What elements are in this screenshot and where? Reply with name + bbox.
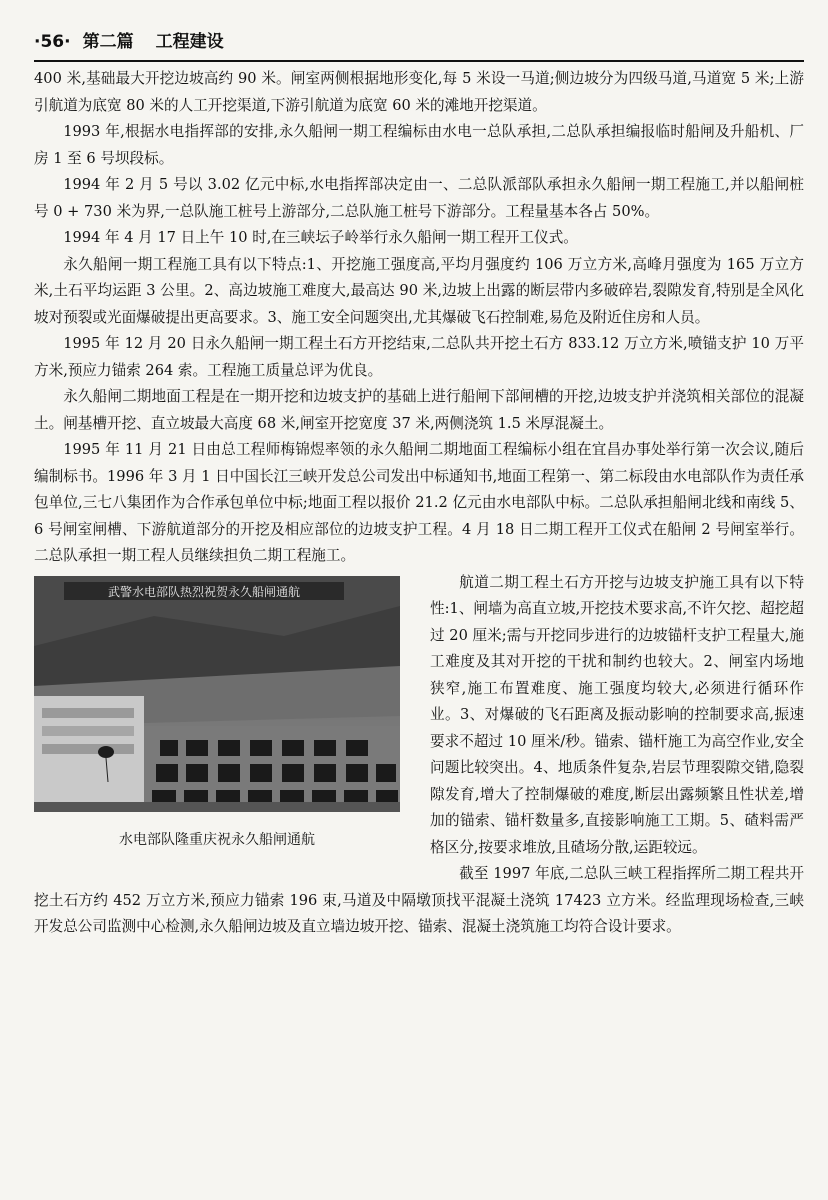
paragraph: 截至 1997 年底,二总队三峡工程指挥所二期工程共开挖土石方约 452 万立方米,预应力锚索 196 束,马道及中隔墩顶找平混凝土浇筑 17423 立方米。经监理现场检查,三峡开发总公司监测中心检测,永久船闸边坡及直立墙边坡开挖、锚索、混凝土浇筑施工均符合设计要求。: [34, 865, 804, 935]
paragraph: 永久船闸二期地面工程是在一期开挖和边坡支护的基础上进行船闸下部闸槽的开挖,边坡支护并浇筑相关部位的混凝土。闸基槽开挖、直立坡最大高度 68 米,闸室开挖宽度 37 米,两侧浇筑 1.5 米厚混凝土。: [34, 388, 804, 432]
page-header: [34, 22, 804, 52]
section-title: 工程建设: [155, 32, 224, 52]
page-body: [34, 66, 804, 941]
paragraph: 1994 年 4 月 17 日上午 10 时,在三峡坛子岭举行永久船闸一期工程开工仪式。: [63, 229, 578, 246]
page-number: ·56·: [34, 32, 71, 52]
part-label: 第二篇: [82, 32, 134, 52]
paragraph: 1995 年 12 月 20 日永久船闸一期工程土石方开挖结束,二总队共开挖土石方 833.12 万立方米,喷锚支护 10 万平方米,预应力锚索 264 索。工程施工质量总评为优良。: [34, 335, 804, 379]
paragraph: 1994 年 2 月 5 号以 3.02 亿元中标,水电指挥部决定由一、二总队派部队承担永久船闸一期工程施工,并以船闸桩号 0 + 730 米为界,一总队施工桩号上游部分,二总队施工桩号下游部分。工程量基本各占 50%。: [34, 176, 804, 220]
figure-caption: 水电部队隆重庆祝永久船闸通航: [119, 831, 315, 848]
figure: [34, 576, 400, 876]
paragraph: 永久船闸一期工程施工具有以下特点:1、开挖施工强度高,平均月强度约 106 万立方米,高峰月强度为 165 万立方米,土石平均运距 3 公里。2、高边坡施工难度大,最高达 90 米,边坡上出露的断层带内多破碎岩,裂隙发育,特别是全风化坡对预裂或光面爆破提出更高要求。3、施工安全问题突出,尤其爆破飞石控制难,易危及附近住房和人员。: [34, 255, 804, 326]
paragraph: 航道二期工程土石方开挖与边坡支护施工具有以下特性:1、闸墙为高直立坡,开挖技术要求高,不许欠挖、超挖超过 20 厘米;需与开挖同步进行的边坡锚杆支护工程量大,施工难度及其对开挖的干扰和制约也较大。2、闸室内场地狭窄,施工布置难度、施工强度均较大,必须进行循环作业。3、对爆破的飞石距离及振动影响的控制要求高,振速要求不超过 10 厘米/秒。锚索、锚杆施工为高空作业,安全问题比较突出。4、地质条件复杂,岩层节理裂隙交错,隐裂隙发育,增大了控制爆破的难度,断层出露频繁且性状差,增加的锚索、锚杆数量多,直接影响施工工期。5、碴料需严格区分,按要求堆放,且碴场分散,运距较远。: [430, 573, 804, 856]
paragraph: 400 米,基础最大开挖边坡高约 90 米。闸室两侧根据地形变化,每 5 米设一马道;侧边坡分为四级马道,马道宽 5 米;上游引航道为底宽 80 米的人工开挖渠道,下游引航道为底宽 60 米的滩地开挖渠道。: [34, 70, 804, 114]
paragraph: 1995 年 11 月 21 日由总工程师梅锦煜率领的永久船闸二期地面工程编标小组在宜昌办事处举行第一次会议,随后编制标书。1996 年 3 月 1 日中国长江三峡开发总公司发出中标通知书,地面工程第一、第二标段由水电部队作为责任承包单位,三七八集团作为合作承包单位中标;地面工程以报价 21.2 亿元由水电部队中标。二总队承担船闸北线和南线 5、6 号闸室闸槽、下游航道部分的开挖及相应部位的边坡支护工程。4 月 18 日二期工程开工仪式在船闸 2 号闸室举行。二总队承担一期工程人员继续担负二期工程施工。: [34, 441, 804, 564]
celebration-photo: [34, 576, 400, 812]
banner-text: 武警水电部队热烈祝贺永久船闸通航: [107, 584, 301, 599]
paragraph: 1993 年,根据水电指挥部的安排,永久船闸一期工程编标由水电一总队承担,二总队承担编报临时船闸及升船机、厂房 1 至 6 号坝段标。: [34, 123, 804, 167]
header-rule: [34, 60, 804, 62]
